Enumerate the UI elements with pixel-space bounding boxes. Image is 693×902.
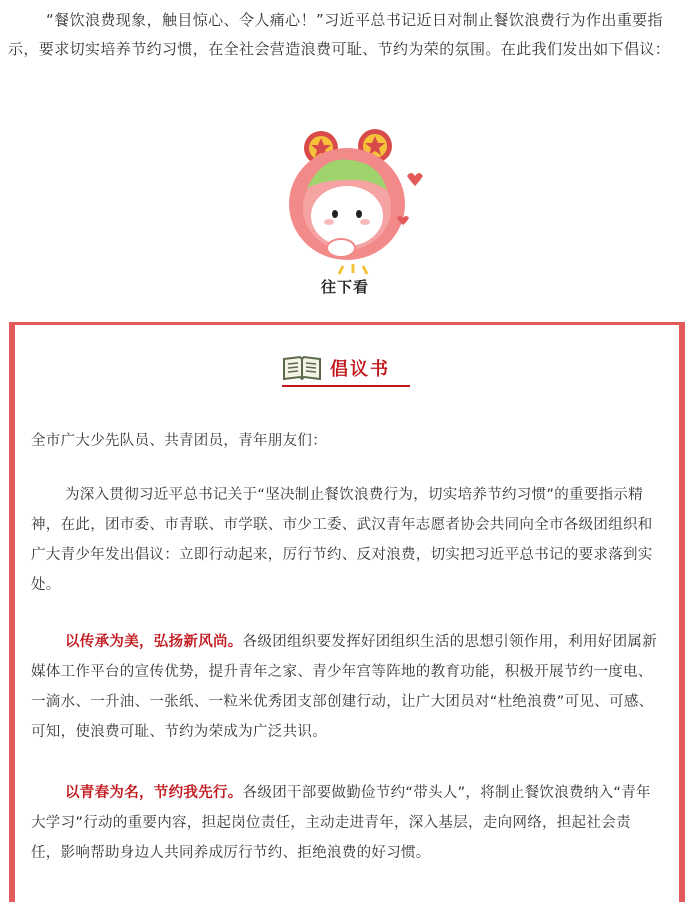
paragraph-2 — [31, 627, 659, 747]
paragraph-2-text: 各级团组织要发挥好团组织生活的思想引领作用，利用好团属新媒体工作平台的宣传优势，提升青年之家、青少年宫等阵地的教育功能，积极开展节约一度电、一滴水、一升油、一张纸、一粒米优秀团支部创建行动，让广大团员对“杜绝浪费”可见、可感、可知，使浪费可耻、节约为荣成为广泛共识。 — [31, 634, 658, 740]
paragraph-2-lead: 以传承为美，弘扬新风尚。 — [65, 634, 243, 650]
mascot-caption: 往下看 — [320, 278, 369, 296]
paragraph-1-text: 为深入贯彻习近平总书记关于“坚决制止餐饮浪费行为，切实培养节约习惯”的重要指示精神，在此，团市委、市青联、市学联、市少工委、武汉青年志愿者协会共同向全市各级团组织和广大青少年发出倡议：立即行动起来，厉行节约、反对浪费，切实把习近平总书记的要求落到实处。 — [31, 487, 653, 593]
open-book-icon — [282, 353, 322, 383]
intro-paragraph — [8, 6, 686, 64]
paragraph-3-text: 各级团干部要做勤俭节约“带头人”，将制止餐饮浪费纳入“青年大学习”行动的重要内容，担起岗位责任，主动走进青年，深入基层，走向网络，担起社会责任，影响帮助身边人共同养成厉行节约、拒绝浪费的好习惯。 — [31, 785, 651, 861]
intro-text: “餐饮浪费现象，触目惊心、令人痛心！”习近平总书记近日对制止餐饮浪费行为作出重要指示，要求切实培养节约习惯，在全社会营造浪费可耻、节约为荣的氛围。在此我们发出如下倡议： — [8, 11, 671, 58]
paragraph-1 — [31, 480, 659, 600]
paragraph-3-lead: 以青春为名，节约我先行。 — [65, 785, 243, 801]
title-underline — [282, 385, 410, 387]
salutation: 全市广大少先队员、共青团员，青年朋友们： — [31, 433, 327, 449]
mascot-illustration — [283, 126, 433, 301]
paragraph-3 — [31, 778, 659, 868]
proposal-title: 倡议书 — [330, 359, 390, 380]
proposal-heading — [282, 350, 390, 386]
